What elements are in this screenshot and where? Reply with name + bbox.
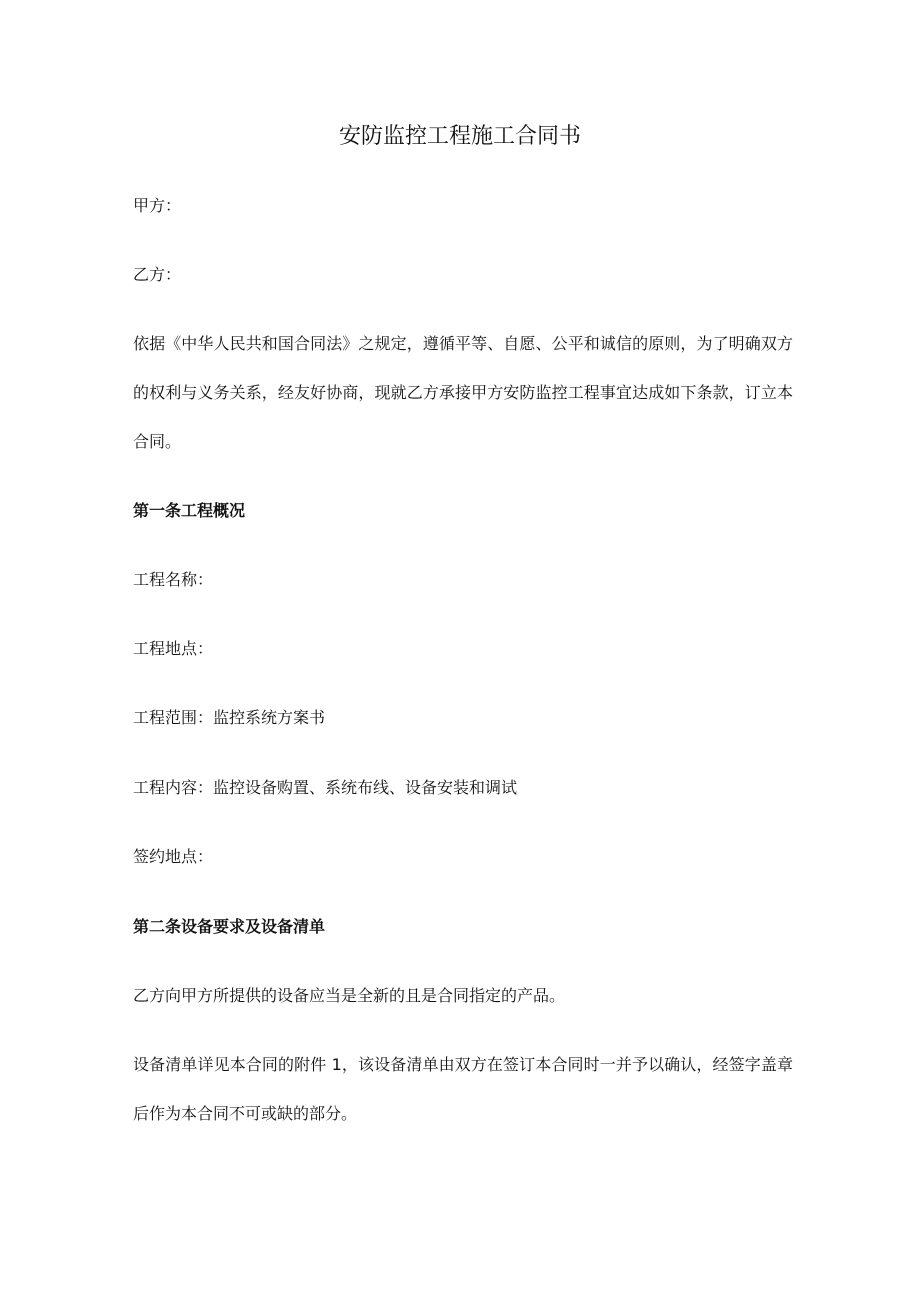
party-b-label: 乙方： (133, 265, 182, 284)
article2-paragraph-1: 乙方向甲方所提供的设备应当是全新的且是合同指定的产品。 (133, 986, 566, 1005)
party-a-label: 甲方： (133, 196, 182, 215)
document-title: 安防监控工程施工合同书 (338, 124, 581, 149)
project-name-field: 工程名称： (133, 570, 214, 589)
article1-heading: 第一条工程概况 (133, 501, 246, 520)
project-scope-field: 工程范围：监控系统方案书 (133, 708, 326, 727)
project-content-field: 工程内容：监控设备购置、系统布线、设备安装和调试 (133, 778, 518, 797)
preamble-paragraph: 依据《中华人民共和国合同法》之规定，遵循平等、自愿、公平和诚信的原则，为了明确双方的权利与义务关系，经友好协商，现就乙方承接甲方安防监控工程事宜达成如下条款，订立本合同。 (133, 334, 793, 451)
signing-location-field: 签约地点： (133, 847, 214, 866)
article2-paragraph-2: 设备清单详见本合同的附件 1，该设备清单由双方在签订本合同时一并予以确认，经签字盖章后作为本合同不可或缺的部分。 (133, 1055, 793, 1123)
project-location-field: 工程地点： (133, 639, 214, 658)
article2-heading: 第二条设备要求及设备清单 (133, 917, 326, 936)
